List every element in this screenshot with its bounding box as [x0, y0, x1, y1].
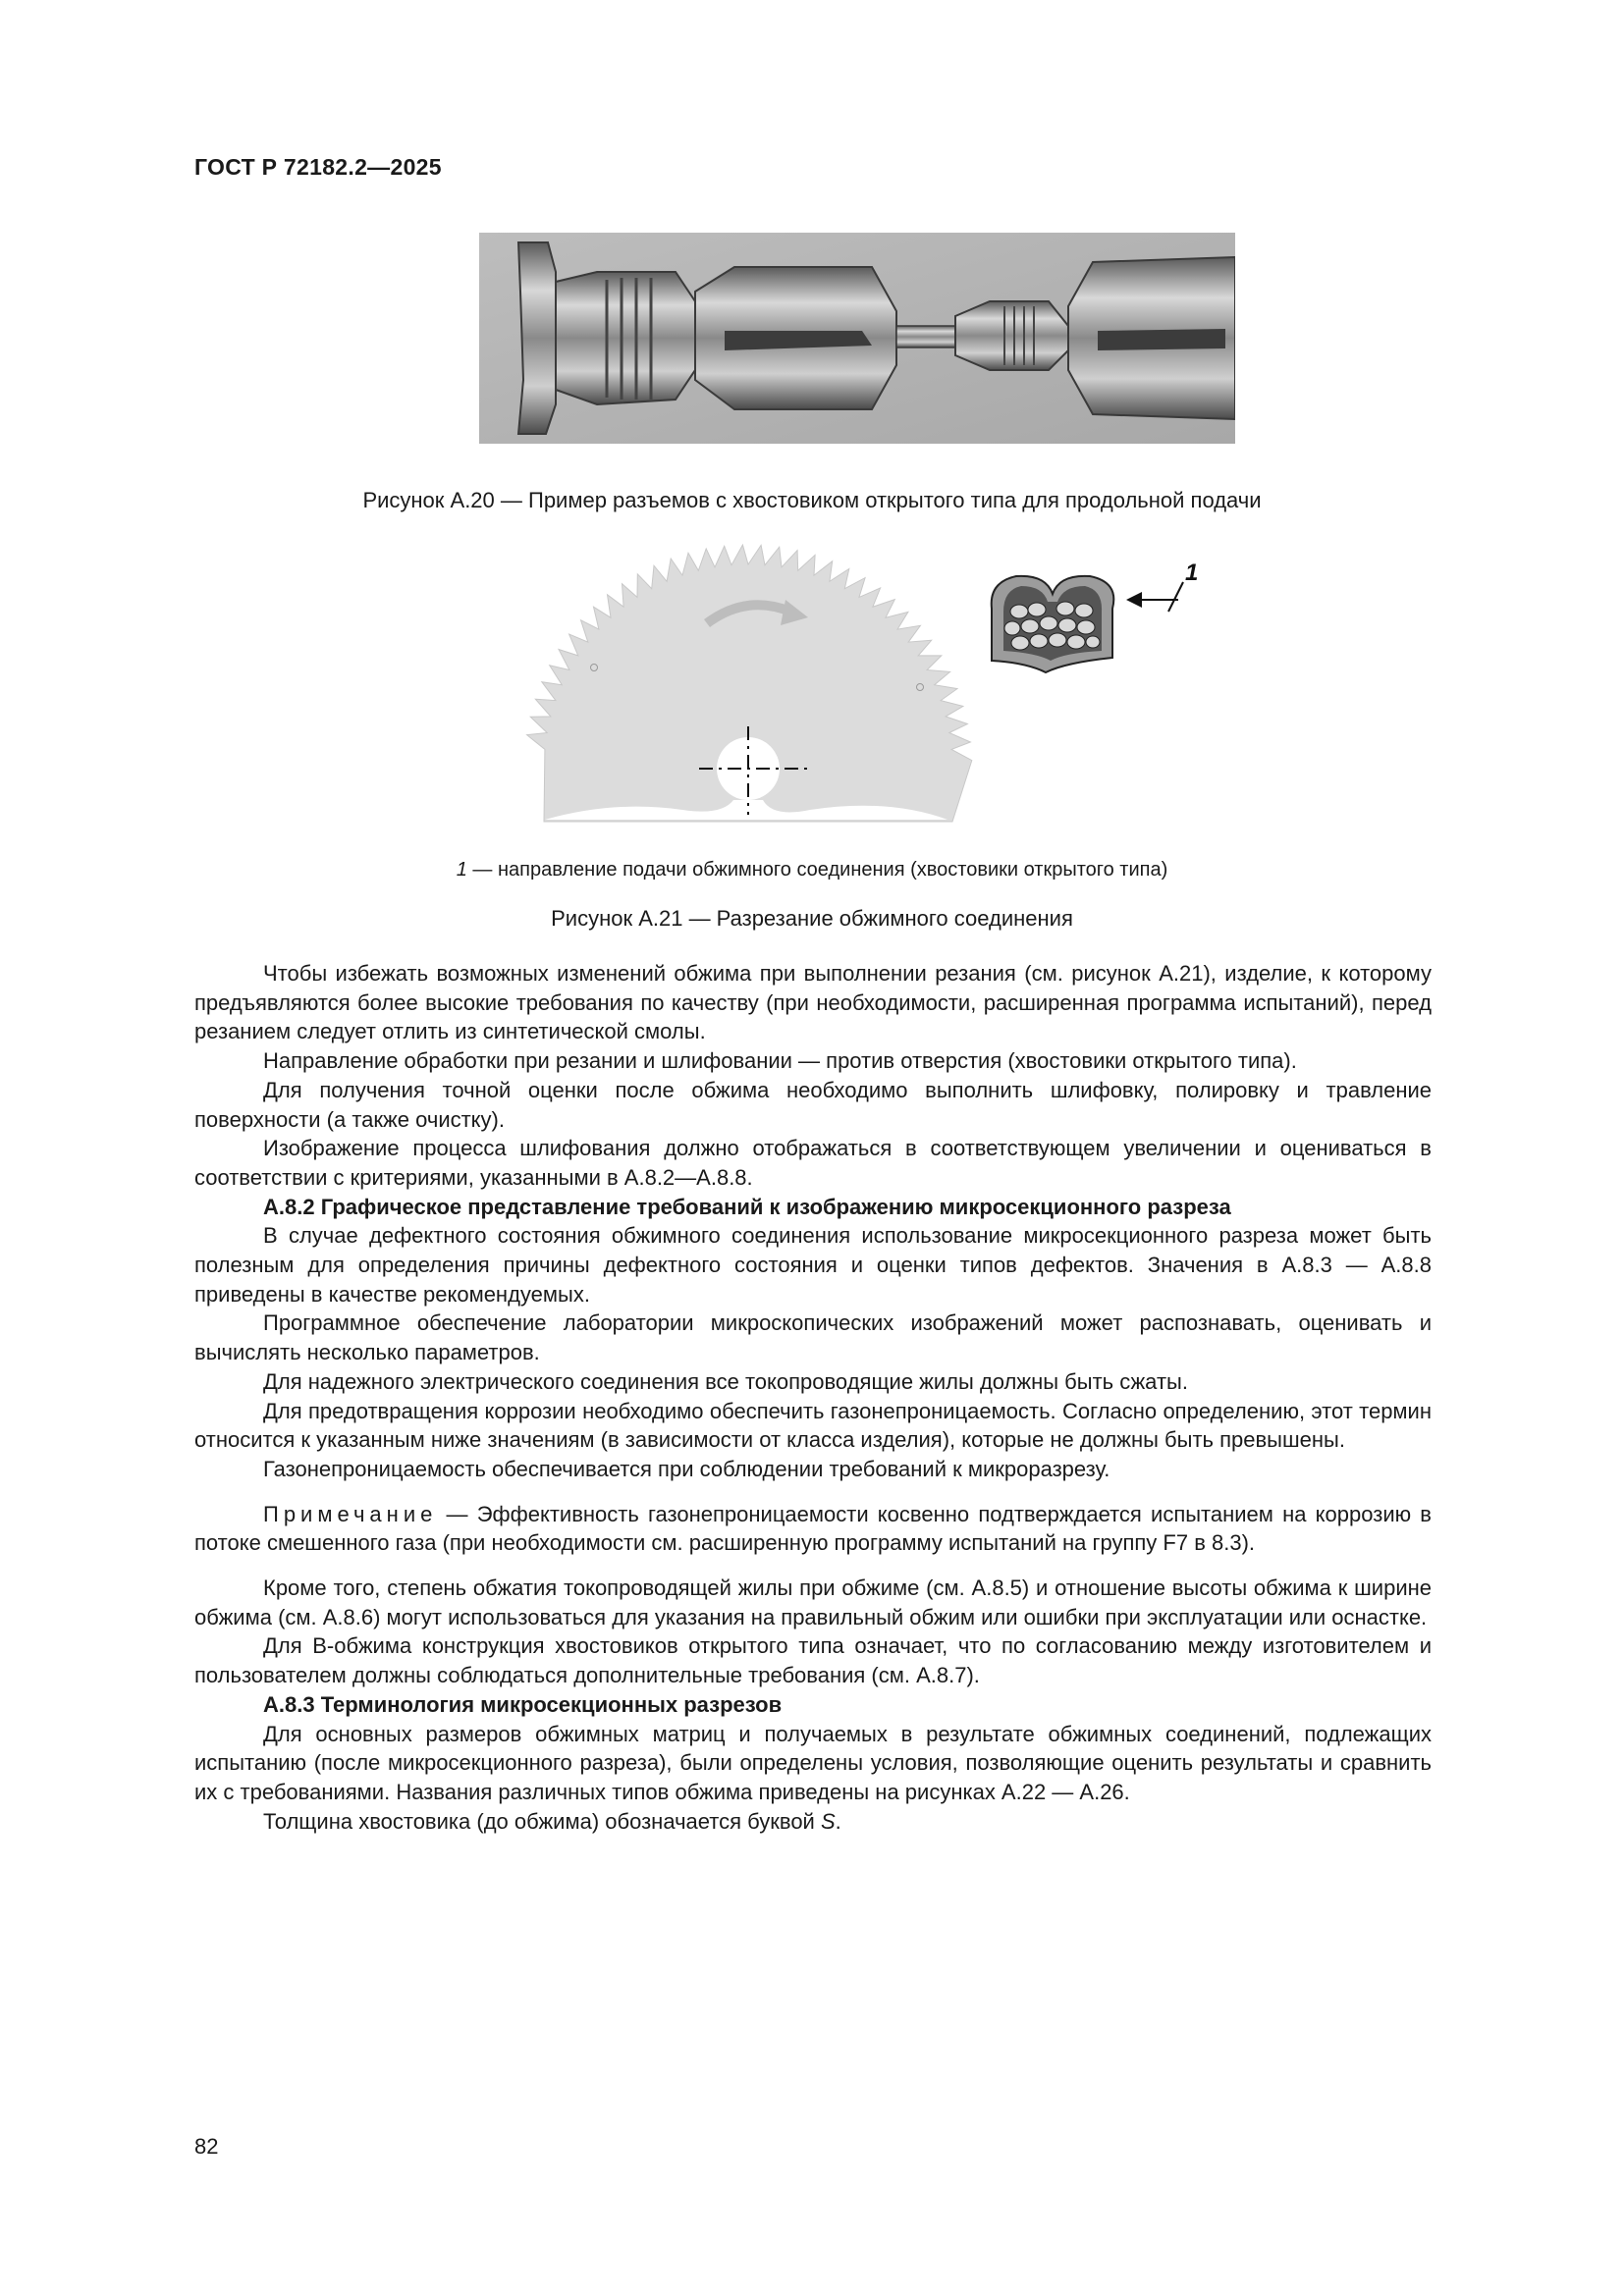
feed-direction-arrow [1126, 582, 1183, 612]
paragraph: Для получения точной оценки после обжима необходимо выполнить шлифовку, полировку и травление поверхности (а также очистку). [194, 1077, 1432, 1132]
paragraph: Газонепроницаемость обеспечивается при соблюдении требований к микроразрезу. [263, 1456, 1110, 1481]
document-header: ГОСТ Р 72182.2—2025 [194, 154, 442, 180]
callout-number: 1 [1185, 560, 1199, 586]
paragraph: Направление обработки при резании и шлифовании — против отверстия (хвостовики открытого типа). [263, 1048, 1297, 1074]
section-heading-a82: А.8.2 Графическое представление требований к изображению микросекционного разреза [263, 1194, 1231, 1219]
paragraph: Изображение процесса шлифования должно отображаться в соответствующем увеличении и оцениваться в соответствии с критериями, указанными в А.8.2—А.8.8. [194, 1136, 1432, 1190]
saw-blade-diagram [515, 535, 1213, 829]
page-number: 82 [194, 2134, 219, 2159]
paragraph: Для основных размеров обжимных матриц и получаемых в результате обжимных соединений, подлежащих испытанию (после микросекционного разреза), были определены условия, позволяющие оценить результаты и сравнить их с требованиями. Названия различных типов обжима приведены на рисунках А.22 — А.26. [194, 1721, 1432, 1804]
paragraph: Для В-обжима конструкция хвостовиков открытого типа означает, что по согласованию между изготовителем и пользователем должны соблюдаться дополнительные требования (см. А.8.7). [194, 1633, 1432, 1688]
p13-text: Толщина хвостовика (до обжима) обозначается буквой [263, 1808, 821, 1834]
section-heading-a83: А.8.3 Терминология микросекционных разрезов [263, 1691, 783, 1717]
note [194, 1500, 1432, 1558]
p13-end: . [835, 1808, 841, 1834]
paragraph: Для предотвращения коррозии необходимо обеспечить газонепроницаемость. Согласно определению, этот термин относится к указанным ниже значениям (в зависимости от класса изделия), которые не должны быть превышены. [194, 1398, 1432, 1453]
paragraph: Кроме того, степень обжатия токопроводящей жилы при обжиме (см. А.8.5) и отношение высоты обжима к ширине обжима (см. А.8.6) могут использоваться для указания на правильный обжим или ошибки при эксплуатации или оснастке. [194, 1575, 1432, 1629]
figure-a21-legend [0, 859, 1624, 881]
note-text: — Эффективность газонепроницаемости косвенно подтверждается испытанием на коррозию в потоке смешенного газа (при необходимости см. расширенную программу испытаний на группу F7 в 8.3). [194, 1501, 1432, 1556]
paragraph: Для надежного электрического соединения все токопроводящие жилы должны быть сжаты. [263, 1368, 1188, 1394]
symbol-s: S [820, 1808, 836, 1834]
paragraph: Программное обеспечение лаборатории микроскопических изображений может распознавать, оценивать и вычислять несколько параметров. [194, 1310, 1432, 1365]
figure-a21-caption: Рисунок А.21 — Разрезание обжимного соединения [551, 906, 1073, 931]
connector-photo [479, 233, 1235, 444]
paragraph: Чтобы избежать возможных изменений обжима при выполнении резания (см. рисунок А.21), изделие, к которому предъявляются более высокие требования по качеству (при необходимости, расширенная программа испытаний), перед резанием следует отлить из синтетической смолы. [194, 961, 1432, 1044]
paragraph [194, 1807, 1432, 1837]
body-text [194, 959, 1432, 1836]
figure-a20-caption: Рисунок А.20 — Пример разъемов с хвостовиком открытого типа для продольной подачи [362, 488, 1262, 512]
legend-number: 1 [456, 859, 467, 881]
paragraph: В случае дефектного состояния обжимного соединения использование микросекционного разреза может быть полезным для определения причины дефектного состояния и оценки типов дефектов. Значения в А.8.3 — А.8.8 приведены в качестве рекомендуемых. [194, 1223, 1432, 1307]
crimp-cross-section [992, 576, 1114, 672]
legend-text: — направление подачи обжимного соединения (хвостовики открытого типа) [466, 859, 1168, 881]
note-label: Примечание [263, 1501, 438, 1526]
